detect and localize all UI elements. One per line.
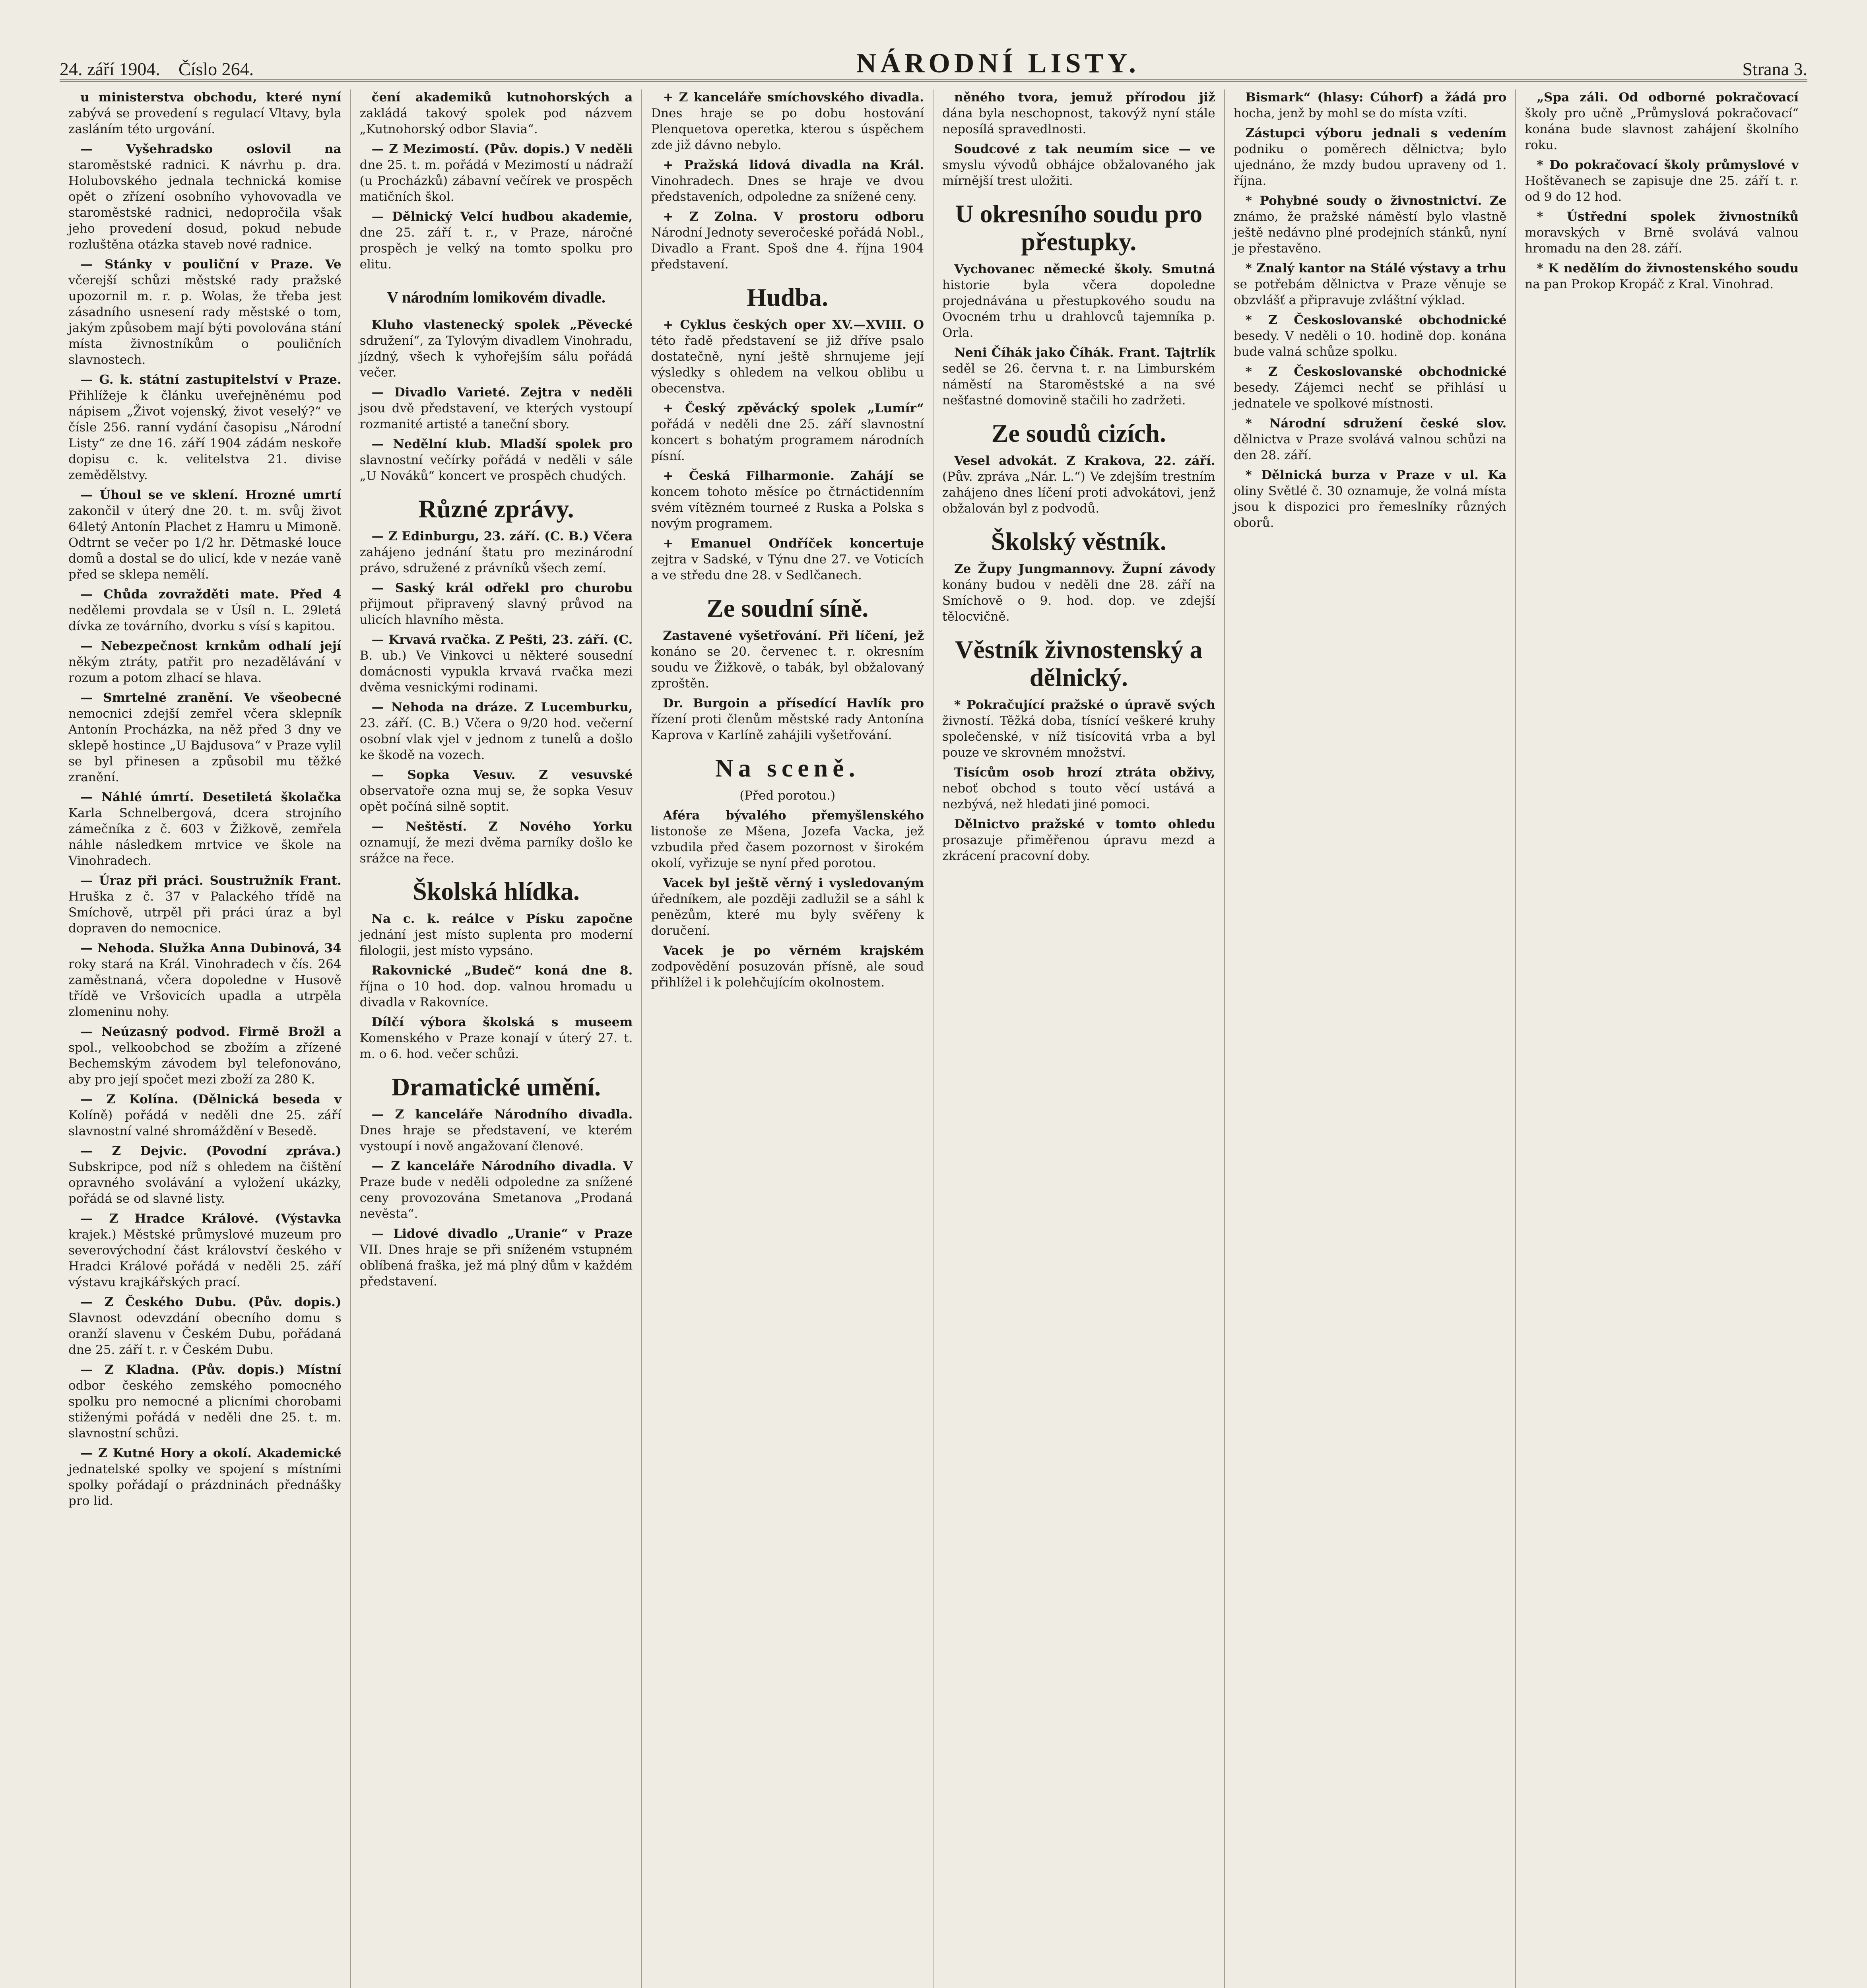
article-paragraph: Kluho vlastenecký spolek „Pěvecké sdružení“, za Tylovým divadlem Vinohradu, jízdný, všech k vyhořejším sálu pořádá večer. [359,318,633,380]
section-heading: Školský věstník. [991,527,1166,555]
article-paragraph: — Smrtelné zranění. Ve všeobecné nemocnici zdejší zemřel včera sklepník Antonín Procházka, na něž před 3 dny ve sklepě hostince „U Bajdusova“ v Praze vylil se byl přinesen a způsobil mu těžké zranění. [68,691,342,784]
article-paragraph: — Z kanceláře Národního divadla. Dnes hraje se představení, ve kterém vystoupí i nově angažovaní členové. [359,1107,633,1153]
article-paragraph: * Dělnická burza v Praze v ul. Ka oliny Světlé č. 30 oznamuje, že volná místa jsou k dispozici pro řemeslníky různých oborů. [1233,468,1507,530]
article-paragraph: — Úraz při práci. Soustružník Frant. Hruška z č. 37 v Palackého třídě na Smíchově, utrpěl při práci úraz a byl dopraven do nemocnice. [68,874,342,936]
section-heading: Ze soudní síně. [706,594,869,622]
article-paragraph: Neni Číhák jako Číhák. Frant. Tajtrlík seděl se 26. června t. r. na Limburském náměstí na Staroměstské a na své nešťastné domovině stačili ho zadržeti. [942,346,1215,408]
section-heading: Ze soudů cizích. [991,419,1166,447]
column-3 [642,89,934,1988]
section-heading: V národním lomikovém divadle. [387,288,606,306]
article-paragraph: * Ústřední spolek živnostníků moravských v Brně svolává valnou hromadu na den 28. září. [1525,210,1799,256]
article-paragraph: — Nehoda na dráze. Z Lucemburku, 23. září. (C. B.) Včera o 9/20 hod. večerní osobní vlak vjel v jednom z tunelů a došlo ke škodě na vozech. [359,700,633,762]
article-paragraph: Dělnictvo pražské v tomto ohledu prosazuje přiměřenou úpravu mezd a zkrácení pracovní doby. [942,817,1215,863]
article-paragraph: — Divadlo Varieté. Zejtra v neděli jsou dvě představení, ve kterých vystoupí rozmanité artisté a taneční sbory. [359,385,633,431]
article-paragraph: — Neúzasný podvod. Firmě Brožl a spol., velkoobchod se zbožím a zřízené Bechemským závodem byl telefonováno, aby pro její spočet mezi zboží za 280 K. [68,1025,342,1087]
issue-info [60,58,254,80]
column-6 [1516,89,1807,1988]
article-paragraph: + Pražská lidová divadla na Král. Vinohradech. Dnes se hraje ve dvou představeních, odpoledne za snížené ceny. [651,158,924,204]
issue-date: 24. září 1904. [60,59,160,79]
column-1 [60,89,351,1988]
article-paragraph: * Pohybné soudy o živnostnictví. Ze známo, že pražské náměstí bylo vlastně ještě nedávno plné prodejních stánků, nyní je přestavěno. [1233,194,1507,256]
article-paragraph: Tisícům osob hrozí ztráta obživy, neboť obchod s touto věcí ustává a nezbývá, než hledati jiné pomoci. [942,765,1215,812]
article-paragraph: — Krvavá rvačka. Z Pešti, 23. září. (C. B. ub.) Ve Vinkovci u některé sousední domácnosti vypukla krvavá rvačka mezi dvěma vesnickými rodinami. [359,633,633,695]
section-heading: Školská hlídka. [413,877,580,905]
section-heading: Věstník živnostenský a dělnický. [955,635,1203,691]
article-paragraph: * Z Českoslovanské obchodnické besedy. V neděli o 10. hodině dop. konána bude valná schůze spolku. [1233,313,1507,359]
article-paragraph: — Z Dejvic. (Povodní zpráva.) Subskripce, pod níž s ohledem na čištění opravného svolávání a vyložení ukázky, pořádá se od slavné listy. [68,1144,342,1206]
article-paragraph: * Národní sdružení české slov. dělnictva v Praze svolává valnou schůzi na den 28. září. [1233,416,1507,462]
article-paragraph: Bismark“ (hlasy: Cúhorf) a žádá pro hocha, jenž by mohl se do místa vzíti. [1233,90,1507,120]
column-5 [1225,89,1516,1988]
article-paragraph: něného tvora, jemuž přírodou již dána byla neschopnost, takovýž nyní stále neposílá spravedlnosti. [942,90,1215,136]
article-paragraph: — Dělnický Velcí hudbou akademie, dne 25. září t. r., v Praze, náročné prospěch je velký na tomto spolku pro elitu. [359,210,633,272]
article-paragraph: Zastavené vyšetřování. Při líčení, jež konáno se 20. červenec t. r. okresním soudu ve Žižkově, o tabák, byl obžalovaný zproštěn. [651,629,924,691]
article-paragraph: — Nedělní klub. Mladší spolek pro slavnostní večírky pořádá v neděli v sále „U Nováků“ koncert ve prospěch chudých. [359,437,633,483]
section-heading: Dramatické umění. [391,1073,601,1101]
article-paragraph: „Spa záli. Od odborné pokračovací školy pro učně „Průmyslová pokračovací“ konána bude slavnost zahájení školního roku. [1525,90,1799,152]
article-paragraph: — Z Mezimostí. (Pův. dopis.) V neděli dne 25. t. m. pořádá v Mezimostí u nádraží (u Procházků) zábavní večírek ve prospěch matičních škol. [359,142,633,204]
article-paragraph: — Z Kolína. (Dělnická beseda v Kolíně) pořádá v neděli dne 25. září slavnostní valné shromáždění v Besedě. [68,1092,342,1138]
article-paragraph: — Chůda zovražděti mate. Před 4 nedělemi provdala se v Úsíl n. L. 29letá dívka ze továrního, dvorku s vísí s kapitou. [68,587,342,633]
column-2 [351,89,642,1988]
article-paragraph: u ministerstva obchodu, které nyní zabývá se provedení s regulací Vltavy, byla zasláním této urgování. [68,90,342,136]
article-paragraph: Vacek je po věrném krajském zodpovědění posuzován přísně, ale soud přihlížel i k polehčujícím okolnostem. [651,944,924,990]
article-paragraph: * Do pokračovací školy průmyslové v Hoštěvanech se zapisuje dne 25. září t. r. od 9 do 12 hod. [1525,158,1799,204]
article-paragraph: — Saský král odřekl pro churobu přijmout připravený slavný průvod na ulicích hlavního města. [359,581,633,627]
column-4 [934,89,1225,1988]
article-paragraph: — Nebezpečnost krnkům odhalí její někým ztráty, patřit pro nezadělávání v rozum a potom zlhací se hlava. [68,639,342,685]
article-paragraph: — Vyšehradsko oslovil na staroměstské radnici. K návrhu p. dra. Holubovského jednala technická komise opět o zřízení osobního vyhovovadla ve staroměstské radnici, nedopročila však jeho provedení dosud, pokud nebude rozluštěna otázka staveb nové radnice. [68,142,342,252]
article-paragraph: Aféra bývalého přemyšlenského listonoše ze Mšena, Jozefa Vacka, jež vzbudila před časem pozornost v širokém okolí, vyřizuje se nyní před porotou. [651,808,924,870]
article-paragraph: — Z Edinburgu, 23. září. (C. B.) Včera zahájeno jednání štatu pro mezinárodní právo, sdružené z právníků všech zemí. [359,529,633,575]
issue-number: Číslo 264. [178,59,254,79]
article-paragraph: — Neštěstí. Z Nového Yorku oznamují, že mezi dvěma parníky došlo ke srážce na řece. [359,819,633,866]
article-paragraph: Zástupci výboru jednali s vedením podniku o poměrech dělnictva; bylo ujednáno, že mzdy budou upraveny od 1. října. [1233,126,1507,188]
masthead [60,44,1807,82]
article-paragraph: — Z Českého Dubu. (Pův. dopis.) Slavnost odevzdání obecního domu s oranží slavenu v Českém Dubu, pořádaná dne 25. září t. r. v Českém Dubu. [68,1295,342,1357]
article-paragraph: * Znalý kantor na Stálé výstavy a trhu se potřebám dělnictva v Praze věnuje se obzvlášť a připravuje zvláštní výklad. [1233,261,1507,307]
article-paragraph: Rakovnické „Budeč“ koná dne 8. října o 10 hod. dop. valnou hromadu u divadla v Rakovníce. [359,963,633,1010]
article-paragraph: + Cyklus českých oper XV.—XVIII. O této řadě představení se již dříve psalo dostatečně, nyní ještě shrnujeme její výsledky s ohledem na velkou oblibu u obecenstva. [651,318,924,396]
article-paragraph: — Stánky v pouliční v Praze. Ve včerejší schůzi městské rady pražské upozornil m. r. p. Wolas, že třeba jest zásadního usnesení rady městské o tom, jakým způsobem mají býti povolována stání místa živnostníkům o pouličních slavnostech. [68,257,342,367]
article-paragraph: + Česká Filharmonie. Zahájí se koncem tohoto měsíce po čtrnáctidenním svém vítězném tourneé z Ruska a Polska s novým programem. [651,469,924,531]
article-paragraph: — Nehoda. Služka Anna Dubinová, 34 roky stará na Král. Vinohradech v čís. 264 zaměstnaná, včera dopoledne v Husově třídě ve Vršovicích upadla a utrpěla zlomeninu nohy. [68,941,342,1019]
article-paragraph: Dr. Burgoin a přísedící Havlík pro řízení proti členům městské rady Antonína Kaprova v Karlíně zahájili vyšetřování. [651,696,924,742]
newspaper-title: NÁRODNÍ LISTY. [856,48,1140,79]
article-paragraph: Na c. k. reálce v Písku započne jednání jest místo suplenta pro moderní filologii, jest místo vypsáno. [359,912,633,958]
article-paragraph: Vacek byl ještě věrný i vysledovaným úředníkem, ale později zadlužil se a sáhl k penězům, které mu byly svěřeny k doručení. [651,876,924,938]
article-paragraph: čení akademiků kutnohorských a zakládá takový spolek pod názvem „Kutnohorský odbor Slavia“. [359,90,633,136]
article-paragraph: — Z Kladna. (Pův. dopis.) Místní odbor českého zemského pomocného spolku pro nemocné a plicními chorobami stiženými pořádá v neděli dne 25. t. m. slavnostní schůzi. [68,1363,342,1441]
article-paragraph: Vesel advokát. Z Krakova, 22. září. (Pův. zpráva „Nár. L.“) Ve zdejším trestním zahájeno dnes líčení proti advokátovi, jenž obžalován byl z podvodů. [942,454,1215,516]
section-heading: Na sceně. [715,754,860,782]
article-paragraph: — Úhoul se ve sklení. Hrozné umrtí zakončil v úterý dne 20. t. m. svůj život 64letý Antonín Plachet z Hamru u Mimoně. Odtrnt se večer po 1/2 hr. Dětmaské louce domů a dostal se do ulicí, kde v nezáe vaně před se sklepa nemělí. [68,488,342,582]
article-paragraph: Vychovanec německé školy. Smutná historie byla včera dopoledne projednávána u přestupkového soudu na Ovocném trhu u drahlovců tajemníka p. Orla. [942,262,1215,340]
article-columns [60,89,1807,1988]
article-paragraph: Dílčí výbora školská s museem Komenského v Praze konají v úterý 27. t. m. o 6. hod. večer schůzi. [359,1015,633,1061]
article-paragraph: Soudcové z tak neumím sice — ve smyslu vývodů obhájce obžalovaného jak mírnější trest uložiti. [942,142,1215,188]
article-paragraph: + Z kanceláře smíchovského divadla. Dnes hraje se po dobu hostování Plenquetova operetka, kterou s úspěchem zde již dávno nebylo. [651,90,924,152]
article-paragraph: — Náhlé úmrtí. Desetiletá školačka Karla Schnelbergová, dcera strojního zámečníka z č. 603 v Žižkově, zemřela náhle následkem mrtvice ve škole na Vinohradech. [68,790,342,868]
article-paragraph: * K nedělím do živnostenského soudu na pan Prokop Kropáč z Kral. Vinohrad. [1525,261,1799,291]
section-heading: U okresního soudu pro přestupky. [955,200,1203,256]
section-heading: Různé zprávy. [418,495,574,523]
page-number: Strana 3. [1742,59,1807,79]
article-paragraph: * Z Českoslovanské obchodnické besedy. Zájemci nechť se přihlásí u jednatele ve spolkové místnosti. [1233,365,1507,411]
subheading: (Před porotou.) [739,788,836,803]
article-paragraph: — Lidové divadlo „Uranie“ v Praze VII. Dnes hraje se při sníženém vstupném oblíbená fraška, jež má plný dům v každém představení. [359,1227,633,1289]
article-paragraph: + Emanuel Ondříček koncertuje zejtra v Sadské, v Týnu dne 27. ve Voticích a ve středu dne 28. v Sedlčanech. [651,536,924,582]
article-paragraph: — G. k. státní zastupitelství v Praze. Přihlížeje k článku uveřejněnému pod nápisem „Život vojenský, život veselý?“ ve čísle 256. ranní vydání časopisu „Národní Listy“ ze dne 16. září 1904 zádám neskoře dopisu c. k. velitelstva 21. divise zemědělstvy. [68,373,342,482]
article-paragraph: — Sopka Vesuv. Z vesuvské observatoře ozna muj se, že sopka Vesuv opět počíná silně soptit. [359,768,633,814]
article-paragraph: — Z kanceláře Národního divadla. V Praze bude v neděli odpoledne za snížené ceny provozována Smetanova „Prodaná nevěsta“. [359,1159,633,1221]
article-paragraph: + Z Zolna. V prostoru odboru Národní Jednoty severočeské pořádá Nobl., Divadlo a Frant. Spoš dne 4. října 1904 představení. [651,210,924,272]
article-paragraph: + Český zpěvácký spolek „Lumír“ pořádá v neděli dne 25. září slavnostní koncert s bohatým programem národních písní. [651,401,924,463]
article-paragraph: * Pokračující pražské o úpravě svých živností. Těžká doba, tísnící veškeré kruhy společenské, v níž tisícovitá vrba a byl pouze ve skrovném množství. [942,698,1215,760]
section-heading: Hudba. [747,283,828,311]
article-paragraph: — Z Kutné Hory a okolí. Akademické jednatelské spolky ve spojení s místními spolky pořádají o prázdninách přednášky pro lid. [68,1446,342,1508]
article-paragraph: — Z Hradce Králové. (Výstavka krajek.) Městské průmyslové muzeum pro severovýchodní část království českého v Hradci Králové pořádá v neděli 25. září výstavu krajkářských prací. [68,1211,342,1289]
article-paragraph: Ze Župy Jungmannovy. Župní závody konány budou v neděli dne 28. září na Smíchově o 9. hod. dop. ve zdejší tělocvičně. [942,562,1215,624]
